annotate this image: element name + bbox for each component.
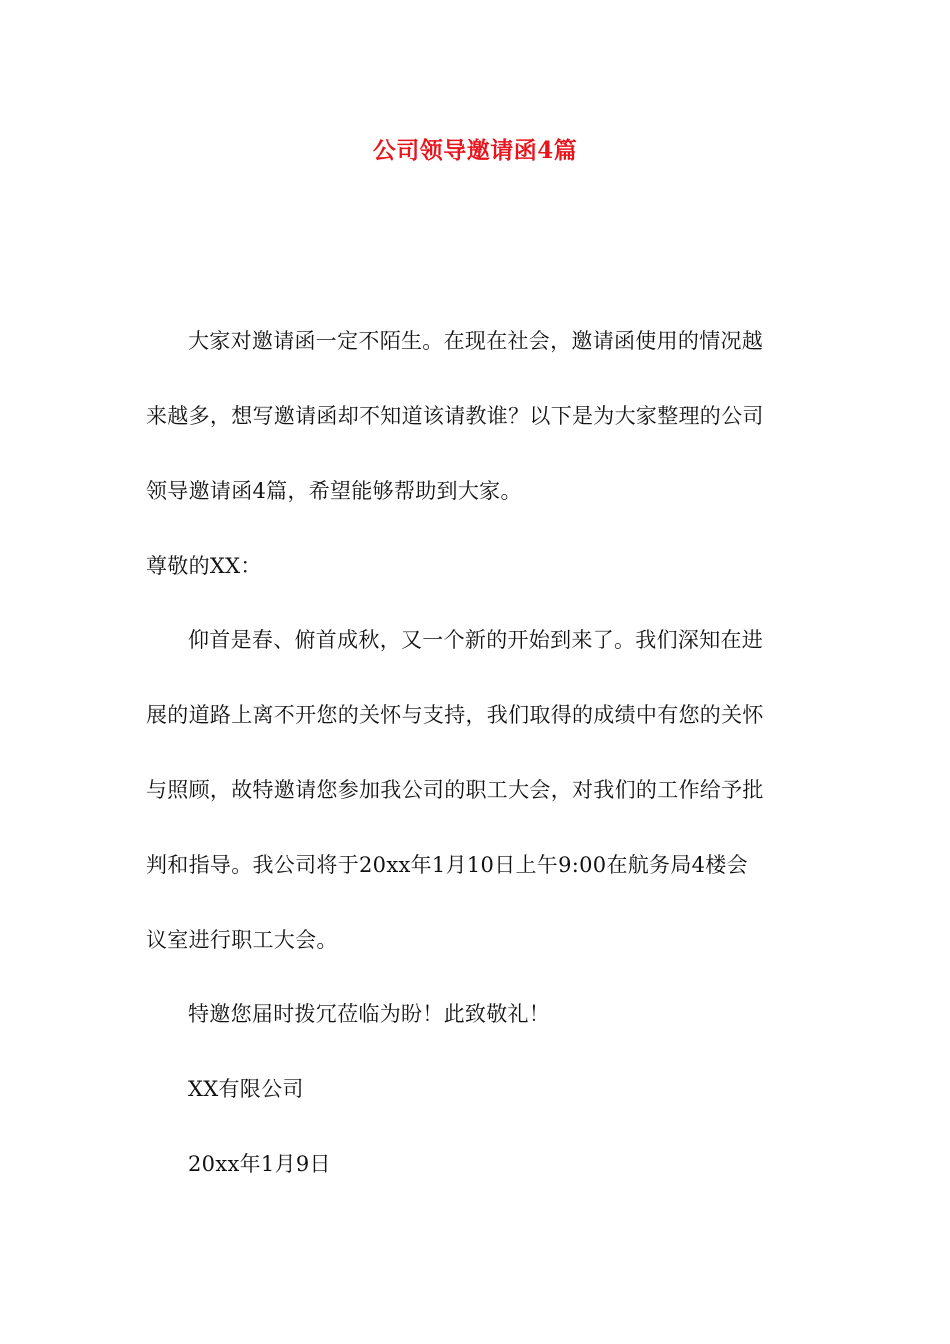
body-line-2: 展的道路上离不开您的关怀与支持，我们取得的成绩中有您的关怀: [146, 703, 764, 727]
salutation: 尊敬的XX：: [146, 554, 262, 578]
intro-line-2: 来越多，想写邀请函却不知道该请教谁？以下是为大家整理的公司: [146, 404, 764, 428]
intro-line-1: 大家对邀请函一定不陌生。在现在社会，邀请函使用的情况越: [188, 329, 764, 353]
document-title: 公司领导邀请函4篇: [372, 137, 578, 164]
intro-line-3: 领导邀请函4篇，希望能够帮助到大家。: [146, 479, 522, 503]
signature-date: 20xx年1月9日: [188, 1152, 331, 1176]
signature-company: XX有限公司: [188, 1077, 304, 1101]
body-line-4: 判和指导。我公司将于20xx年1月10日上午9:00在航务局4楼会: [146, 853, 748, 877]
body-line-1: 仰首是春、俯首成秋，又一个新的开始到来了。我们深知在进: [188, 628, 764, 652]
body-line-5: 议室进行职工大会。: [146, 928, 338, 952]
body-line-3: 与照顾，故特邀请您参加我公司的职工大会，对我们的工作给予批: [146, 778, 764, 802]
closing-line: 特邀您届时拨冗莅临为盼！此致敬礼！: [188, 1002, 551, 1026]
